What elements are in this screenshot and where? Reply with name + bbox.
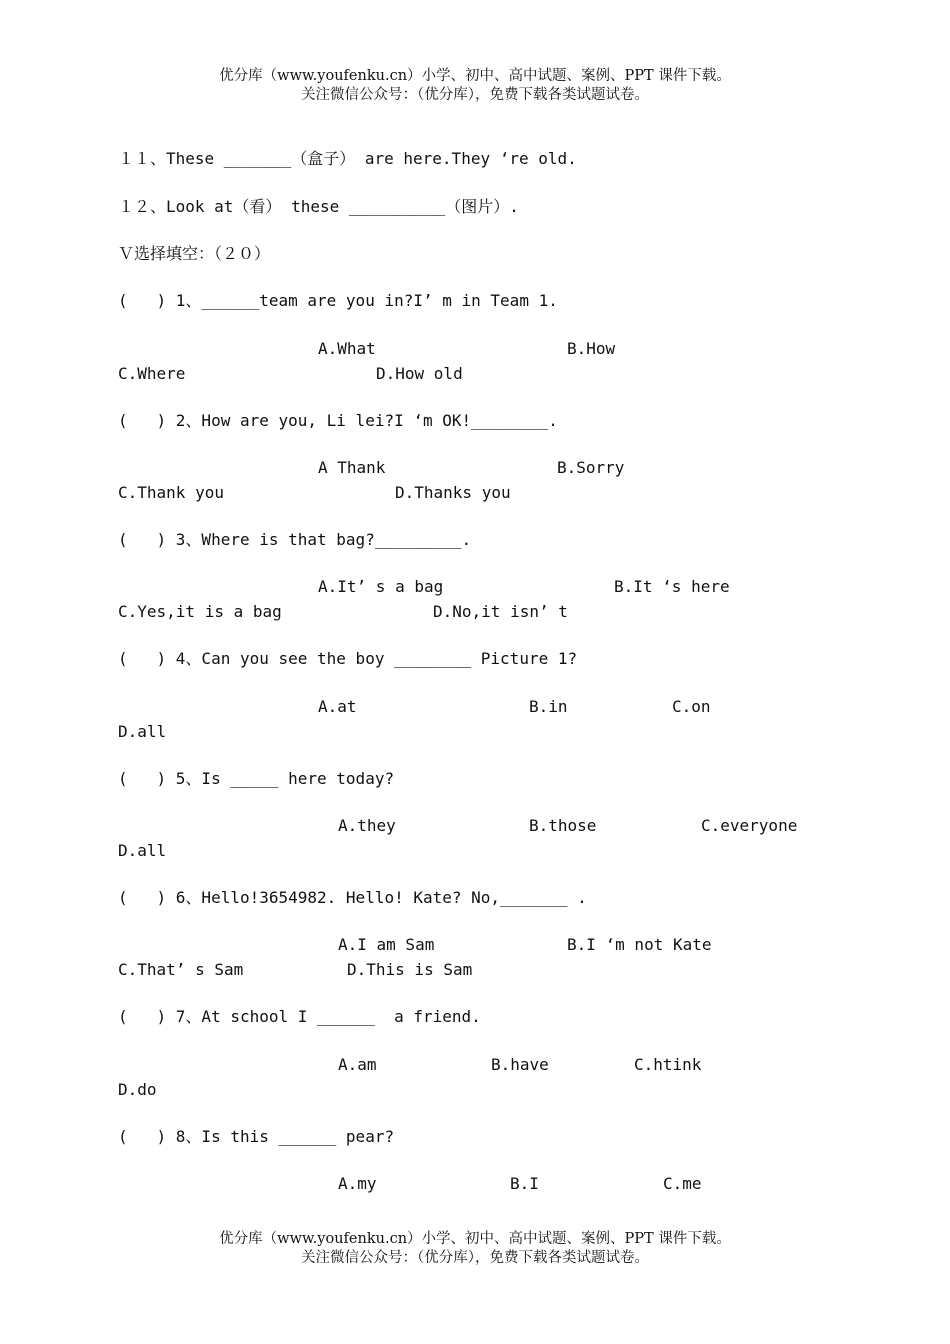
question-7-option-a: A.am — [338, 1055, 377, 1074]
question-1-option-c: C.Where — [118, 364, 186, 383]
fill-blank-12: １２、Look at（看） these __________（图片）. — [118, 197, 519, 216]
question-2-option-d: D.Thanks you — [395, 483, 511, 502]
header-line-1: 优分库（www.youfenku.cn）小学、初中、高中试题、案例、PPT 课件下载。 — [219, 68, 731, 84]
question-7-option-b: B.have — [491, 1055, 549, 1074]
fill-blank-11: １１、These _______（盒子） are here.They ‘re old. — [118, 149, 577, 168]
question-6-option-a: A.I am Sam — [338, 935, 435, 954]
question-3-option-d: D.No,it isn’ t — [433, 602, 568, 621]
footer-line-2: 关注微信公众号：（优分库），免费下载各类试题试卷。 — [301, 1250, 649, 1266]
question-5-option-d: D.all — [118, 841, 167, 860]
header-line-2: 关注微信公众号：（优分库），免费下载各类试题试卷。 — [301, 87, 649, 103]
question-5-option-c: C.everyone — [701, 816, 798, 835]
question-4-stem: ( ) 4、Can you see the boy ________ Picture 1? — [118, 649, 578, 668]
section-title: Ｖ选择填空：（２０） — [118, 244, 271, 263]
question-3-option-a: A.It’ s a bag — [318, 577, 444, 596]
question-4-option-b: B.in — [529, 697, 568, 716]
question-4-option-a: A.at — [318, 697, 357, 716]
question-7-stem: ( ) 7、At school I ______ a friend. — [118, 1007, 481, 1026]
question-8-option-a: A.my — [338, 1174, 377, 1193]
question-3-option-b: B.It ‘s here — [614, 577, 730, 596]
question-1-option-b: B.How — [567, 339, 616, 358]
question-5-option-a: A.they — [338, 816, 396, 835]
question-1-stem: ( ) 1、______team are you in?I’ m in Team 1. — [118, 291, 558, 310]
question-6-option-d: D.This is Sam — [347, 960, 473, 979]
question-3-option-c: C.Yes,it is a bag — [118, 602, 282, 621]
question-1-option-a: A.What — [318, 339, 376, 358]
question-4-option-d: D.all — [118, 722, 167, 741]
question-2-option-a: A Thank — [318, 458, 386, 477]
question-5-option-b: B.those — [529, 816, 597, 835]
page-footer — [0, 1230, 950, 1268]
question-7-option-d: D.do — [118, 1080, 157, 1099]
question-7-option-c: C.htink — [634, 1055, 702, 1074]
question-2-option-c: C.Thank you — [118, 483, 224, 502]
question-8-option-b: B.I — [510, 1174, 539, 1193]
question-8-option-c: C.me — [663, 1174, 702, 1193]
question-1-option-d: D.How old — [376, 364, 463, 383]
page-header — [0, 67, 950, 105]
question-6-stem: ( ) 6、Hello!3654982. Hello! Kate? No,_______ . — [118, 888, 587, 907]
footer-line-1: 优分库（www.youfenku.cn）小学、初中、高中试题、案例、PPT 课件下载。 — [219, 1231, 731, 1247]
question-6-option-c: C.That’ s Sam — [118, 960, 244, 979]
question-2-option-b: B.Sorry — [557, 458, 625, 477]
question-4-option-c: C.on — [672, 697, 711, 716]
question-2-stem: ( ) 2、How are you, Li lei?I ‘m OK!________. — [118, 411, 558, 430]
question-6-option-b: B.I ‘m not Kate — [567, 935, 712, 954]
question-3-stem: ( ) 3、Where is that bag?_________. — [118, 530, 472, 549]
question-8-stem: ( ) 8、Is this ______ pear? — [118, 1127, 395, 1146]
question-5-stem: ( ) 5、Is _____ here today? — [118, 769, 395, 788]
